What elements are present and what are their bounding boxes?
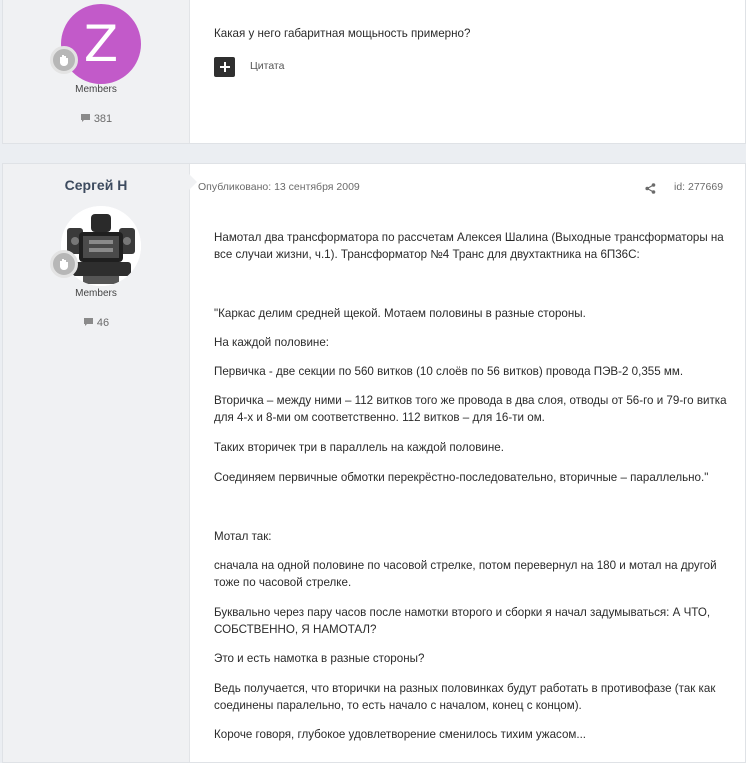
post-date[interactable]: Опубликовано: 13 сентября 2009 bbox=[198, 181, 360, 193]
post-paragraph: Таких вторичек три в параллель на каждой половине. bbox=[214, 441, 504, 454]
sidebar-pointer bbox=[189, 174, 197, 190]
post-count-value: 381 bbox=[93, 113, 113, 125]
post-paragraph: Первичка - две секции по 560 витков (10 слоёв по 56 витков) провода ПЭВ-2 0,355 мм. bbox=[214, 365, 684, 378]
share-icon[interactable] bbox=[645, 181, 656, 199]
avatar-letter: Z bbox=[83, 15, 119, 73]
quote-label[interactable]: Цитата bbox=[250, 60, 285, 72]
author-sidebar bbox=[3, 0, 190, 143]
post-paragraph: Намотал два трансформатора по рассчетам Алексея Шалина (Выходные трансформаторы на все случаи жизни, ч.1). Трансформатор №4 Транс для двухтактника на 6П36С: bbox=[214, 231, 724, 261]
post-paragraph: На каждой половине: bbox=[214, 336, 330, 349]
author-group: Members bbox=[75, 288, 117, 299]
author-name[interactable]: Сергей Н bbox=[64, 177, 128, 193]
post-paragraph: Короче говоря, глубокое удовлетворение сменилось тихим ужасом... bbox=[214, 728, 587, 741]
post-paragraph: Соединяем первичные обмотки перекрёстно-последовательно, вторичные – параллельно." bbox=[214, 471, 709, 484]
avatar[interactable] bbox=[61, 4, 141, 84]
post-count bbox=[3, 317, 189, 329]
post-paragraph: сначала на одной половине по часовой стрелке, потом перевернул на 180 и мотал на другой тоже по часовой стрелке. bbox=[214, 559, 717, 589]
post-count-value: 46 bbox=[96, 317, 110, 329]
author-group: Members bbox=[75, 84, 117, 95]
speech-bubble-icon bbox=[83, 317, 94, 327]
rank-hand-icon bbox=[50, 46, 78, 74]
author-sidebar bbox=[3, 164, 190, 762]
post-paragraph: Мотал так: bbox=[214, 530, 272, 543]
plus-icon bbox=[220, 62, 230, 72]
quote-button[interactable] bbox=[214, 57, 235, 77]
post-paragraph: Ведь получается, что вторички на разных половинках будут работать в противофазе (так как соединены паралельно, то есть начало с началом, конец с концом). bbox=[214, 682, 716, 712]
post-body bbox=[214, 25, 731, 42]
speech-bubble-icon bbox=[80, 113, 91, 123]
post-text: Какая у него габаритная мощьность примерно? bbox=[214, 27, 471, 40]
post-id[interactable]: id: 277669 bbox=[674, 181, 724, 193]
post-paragraph: "Каркас делим средней щекой. Мотаем половины в разные стороны. bbox=[214, 307, 586, 320]
post-paragraph: Буквально через пару часов после намотки второго и сборки я начал задумываться: А ЧТО, СОБСТВЕННО, Я НАМОТАЛ? bbox=[214, 606, 711, 636]
post-main bbox=[2, 163, 746, 763]
post-previous bbox=[2, 0, 746, 144]
rank-hand-icon bbox=[50, 250, 78, 278]
post-paragraph: Это и есть намотка в разные стороны? bbox=[214, 652, 425, 665]
post-count bbox=[3, 113, 189, 125]
post-paragraph: Вторичка – между ними – 112 витков того же провода в два слоя, отводы от 56-го и 79-го витка для 4-х и 8-ми ом соответственно. 112 витков – для 16-ти ом. bbox=[214, 394, 727, 424]
